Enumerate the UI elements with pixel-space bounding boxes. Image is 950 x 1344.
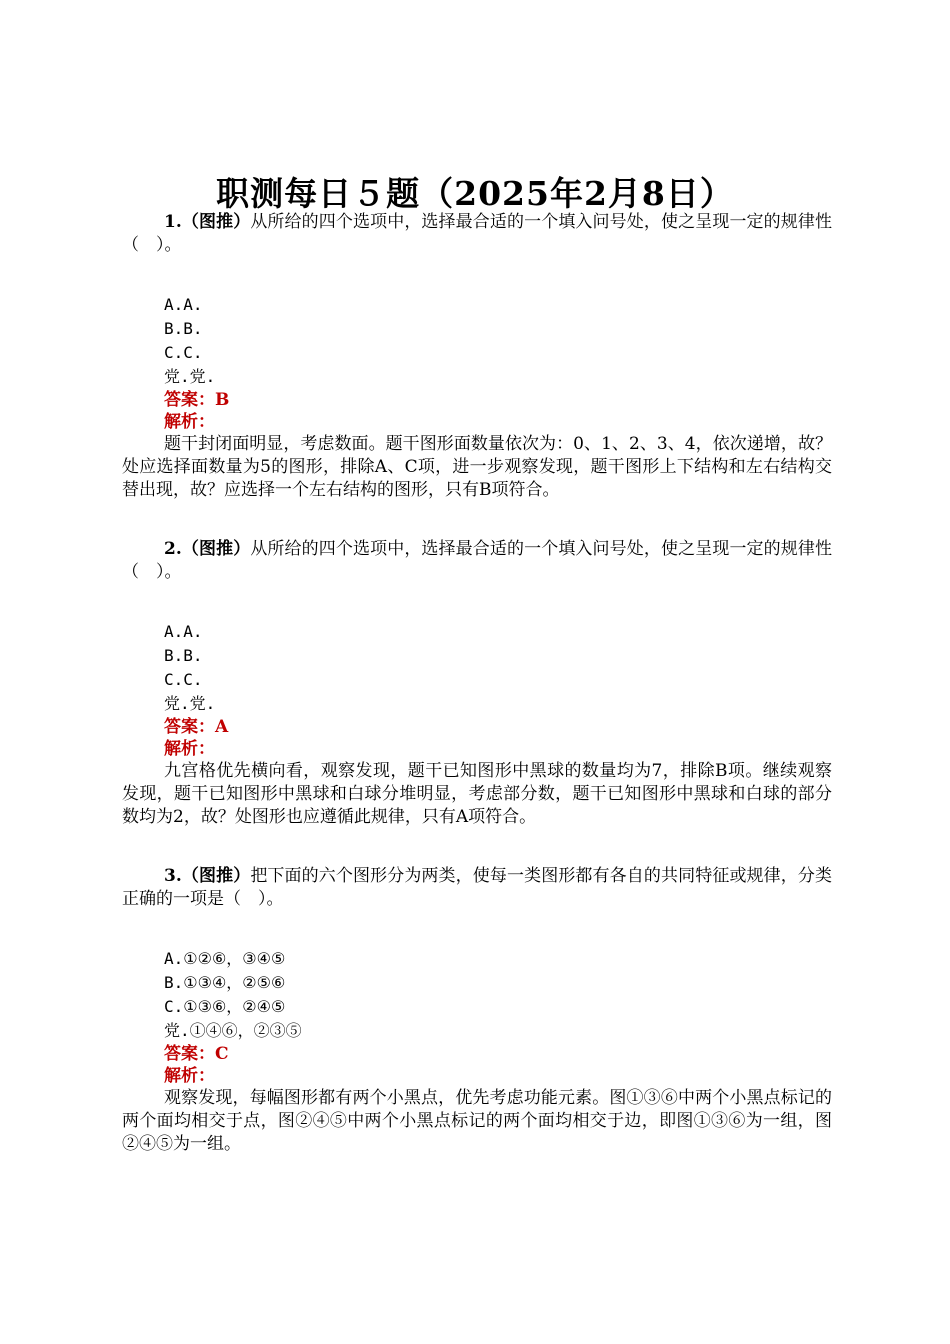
option-c: C.C. — [164, 670, 203, 689]
question-list — [122, 211, 832, 1192]
page-title: 职测每日５题（2025年2月8日） — [216, 174, 734, 213]
question-stem — [122, 211, 832, 257]
question-number: 3. — [164, 866, 182, 886]
analysis-label: 解析： — [164, 739, 215, 759]
question-text: 把下面的六个图形分为两类，使每一类图形都有各自的共同特征或规律，分类正确的一项是（ ）。 — [122, 866, 833, 909]
option-d: 党.党. — [164, 367, 216, 386]
answer-label: 答案：C — [164, 1044, 229, 1064]
question-type: （图推） — [181, 212, 251, 232]
analysis-label: 解析： — [164, 412, 215, 432]
option-c: C.①③⑥，②④⑤ — [164, 997, 286, 1016]
option-d: 党.党. — [164, 694, 216, 713]
question-text: 从所给的四个选项中，选择最合适的一个填入问号处，使之呈现一定的规律性（ ）。 — [122, 539, 833, 582]
question-type: （图推） — [181, 866, 251, 886]
question-stem — [122, 538, 832, 584]
question-text: 从所给的四个选项中，选择最合适的一个填入问号处，使之呈现一定的规律性（ ）。 — [122, 212, 833, 255]
option-a: A.①②⑥，③④⑤ — [164, 949, 286, 968]
answer-label: 答案：A — [164, 717, 229, 737]
question-number: 1. — [164, 212, 182, 232]
option-a: A.A. — [164, 622, 203, 641]
option-a: A.A. — [164, 295, 203, 314]
question-3 — [122, 865, 832, 1156]
option-b: B.B. — [164, 646, 203, 665]
analysis-text: 九宫格优先横向看，观察发现，题干已知图形中黑球的数量均为7，排除B项。继续观察发现，题干已知图形中黑球和白球分堆明显，考虑部分数，题干已知图形中黑球和白球的部分数均为2，故？处图形也应遵循此规律，只有A项符合。 — [122, 761, 832, 827]
question-stem — [122, 865, 832, 911]
analysis-text: 观察发现，每幅图形都有两个小黑点，优先考虑功能元素。图①③⑥中两个小黑点标记的两个面均相交于点，图②④⑤中两个小黑点标记的两个面均相交于边，即图①③⑥为一组，图②④⑤为一组。 — [122, 1088, 832, 1154]
analysis-text: 题干封闭面明显，考虑数面。题干图形面数量依次为：0、1、2、3、4，依次递增，故？处应选择面数量为5的图形，排除A、C项，进一步观察发现，题干图形上下结构和左右结构交替出现，故？应选择一个左右结构的图形，只有B项符合。 — [122, 434, 832, 500]
option-b: B.①③④，②⑤⑥ — [164, 973, 286, 992]
question-2 — [122, 538, 832, 829]
question-type: （图推） — [181, 539, 251, 559]
option-c: C.C. — [164, 343, 203, 362]
question-1 — [122, 211, 832, 502]
option-b: B.B. — [164, 319, 203, 338]
answer-label: 答案：B — [164, 390, 230, 410]
question-number: 2. — [164, 539, 182, 559]
option-d: 党.①④⑥，②③⑤ — [164, 1021, 302, 1040]
analysis-label: 解析： — [164, 1066, 215, 1086]
